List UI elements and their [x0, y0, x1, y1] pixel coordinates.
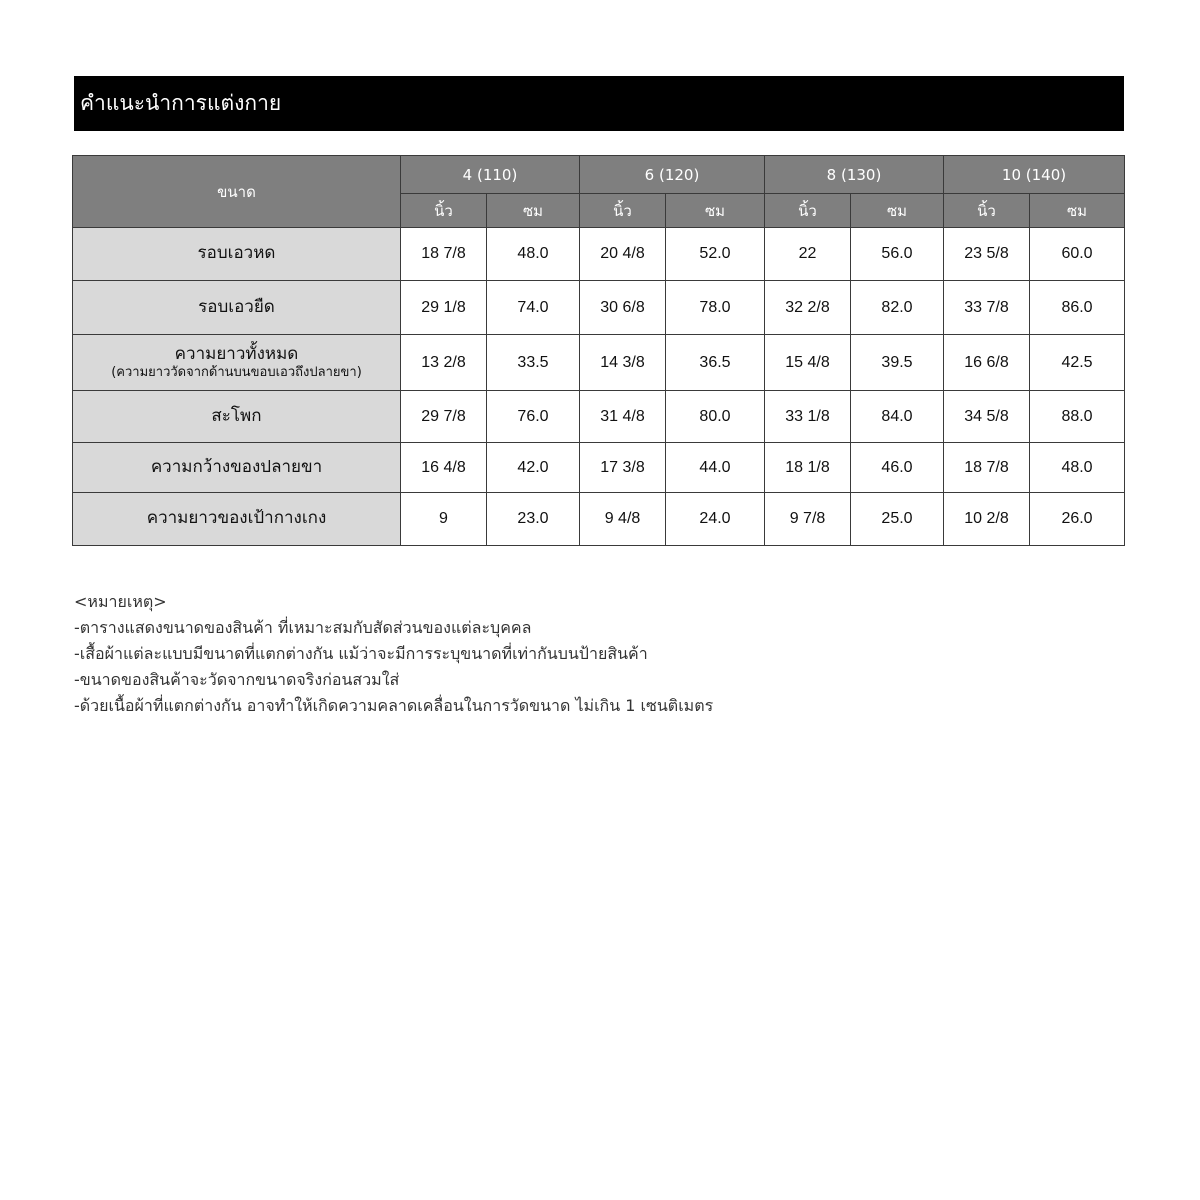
inch-value-cell: 23 5/8 — [944, 228, 1030, 281]
inch-value-cell: 9 — [401, 493, 487, 546]
measurement-name: ความกว้างของปลายขา — [150, 456, 323, 477]
cm-value-cell: 82.0 — [851, 281, 944, 335]
measurement-label — [73, 493, 401, 546]
cm-value-cell: 52.0 — [666, 228, 765, 281]
inch-value-cell: 22 — [765, 228, 851, 281]
cm-value-cell: 80.0 — [666, 391, 765, 443]
inch-value-cell: 18 1/8 — [765, 443, 851, 493]
unit-inch-header: นิ้ว — [765, 194, 851, 228]
cm-value-cell: 36.5 — [666, 335, 765, 391]
unit-cm-header: ซม — [666, 194, 765, 228]
inch-value-cell: 9 4/8 — [580, 493, 666, 546]
measurement-name: รอบเอวหด — [197, 243, 276, 264]
inch-value-cell: 32 2/8 — [765, 281, 851, 335]
cm-value-cell: 48.0 — [487, 228, 580, 281]
inch-value-cell: 13 2/8 — [401, 335, 487, 391]
cm-value-cell: 60.0 — [1030, 228, 1125, 281]
cm-value-cell: 42.5 — [1030, 335, 1125, 391]
unit-inch-header: นิ้ว — [944, 194, 1030, 228]
unit-inch-header: นิ้ว — [401, 194, 487, 228]
cm-value-cell: 33.5 — [487, 335, 580, 391]
cm-value-cell: 48.0 — [1030, 443, 1125, 493]
inch-value-cell: 17 3/8 — [580, 443, 666, 493]
size-header: ขนาด — [73, 156, 401, 228]
size-column-header: 6 (120) — [580, 156, 765, 194]
table-row — [73, 493, 1125, 546]
notes-section — [74, 589, 1124, 719]
cm-value-cell: 23.0 — [487, 493, 580, 546]
size-column-header: 4 (110) — [401, 156, 580, 194]
cm-value-cell: 25.0 — [851, 493, 944, 546]
unit-inch-header: นิ้ว — [580, 194, 666, 228]
inch-value-cell: 30 6/8 — [580, 281, 666, 335]
table-row — [73, 443, 1125, 493]
inch-value-cell: 15 4/8 — [765, 335, 851, 391]
page-title: คำแนะนำการแต่งกาย — [74, 76, 1124, 131]
cm-value-cell: 46.0 — [851, 443, 944, 493]
measurement-label — [73, 335, 401, 391]
cm-value-cell: 88.0 — [1030, 391, 1125, 443]
notes-heading: <หมายเหตุ> — [74, 592, 167, 611]
cm-value-cell: 56.0 — [851, 228, 944, 281]
inch-value-cell: 18 7/8 — [944, 443, 1030, 493]
size-column-header: 8 (130) — [765, 156, 944, 194]
inch-value-cell: 20 4/8 — [580, 228, 666, 281]
inch-value-cell: 33 7/8 — [944, 281, 1030, 335]
cm-value-cell: 42.0 — [487, 443, 580, 493]
inch-value-cell: 16 6/8 — [944, 335, 1030, 391]
measurement-name: ความยาวทั้งหมด — [174, 343, 299, 364]
measurement-label — [73, 391, 401, 443]
measurement-label — [73, 281, 401, 335]
inch-value-cell: 34 5/8 — [944, 391, 1030, 443]
cm-value-cell: 86.0 — [1030, 281, 1125, 335]
size-column-header: 10 (140) — [944, 156, 1125, 194]
inch-value-cell: 33 1/8 — [765, 391, 851, 443]
note-item: -เสื้อผ้าแต่ละแบบมีขนาดที่แตกต่างกัน แม้ว่าจะมีการระบุขนาดที่เท่ากันบนป้ายสินค้า — [74, 644, 648, 663]
measurement-name: สะโพก — [211, 405, 262, 426]
cm-value-cell: 76.0 — [487, 391, 580, 443]
cm-value-cell: 74.0 — [487, 281, 580, 335]
cm-value-cell: 26.0 — [1030, 493, 1125, 546]
note-item: -ตารางแสดงขนาดของสินค้า ที่เหมาะสมกับสัดส่วนของแต่ละบุคคล — [74, 618, 532, 637]
cm-value-cell: 44.0 — [666, 443, 765, 493]
measurement-label — [73, 228, 401, 281]
cm-value-cell: 24.0 — [666, 493, 765, 546]
note-item: -ขนาดของสินค้าจะวัดจากขนาดจริงก่อนสวมใส่ — [74, 670, 400, 689]
cm-value-cell: 84.0 — [851, 391, 944, 443]
table-row — [73, 391, 1125, 443]
cm-value-cell: 39.5 — [851, 335, 944, 391]
inch-value-cell: 10 2/8 — [944, 493, 1030, 546]
unit-cm-header: ซม — [1030, 194, 1125, 228]
unit-cm-header: ซม — [487, 194, 580, 228]
measurement-note: (ความยาววัดจากด้านบนขอบเอวถึงปลายขา) — [111, 365, 362, 380]
table-row — [73, 335, 1125, 391]
table-row — [73, 281, 1125, 335]
inch-value-cell: 31 4/8 — [580, 391, 666, 443]
cm-value-cell: 78.0 — [666, 281, 765, 335]
inch-value-cell: 18 7/8 — [401, 228, 487, 281]
measurement-label — [73, 443, 401, 493]
inch-value-cell: 29 7/8 — [401, 391, 487, 443]
note-item: -ด้วยเนื้อผ้าที่แตกต่างกัน อาจทำให้เกิดความคลาดเคลื่อนในการวัดขนาด ไม่เกิน 1 เซนติเมตร — [74, 696, 714, 715]
inch-value-cell: 14 3/8 — [580, 335, 666, 391]
unit-cm-header: ซม — [851, 194, 944, 228]
table-row — [73, 228, 1125, 281]
measurement-name: ความยาวของเป้ากางเกง — [146, 508, 327, 529]
inch-value-cell: 9 7/8 — [765, 493, 851, 546]
inch-value-cell: 29 1/8 — [401, 281, 487, 335]
size-chart-table — [72, 155, 1125, 546]
inch-value-cell: 16 4/8 — [401, 443, 487, 493]
measurement-name: รอบเอวยืด — [198, 296, 275, 317]
